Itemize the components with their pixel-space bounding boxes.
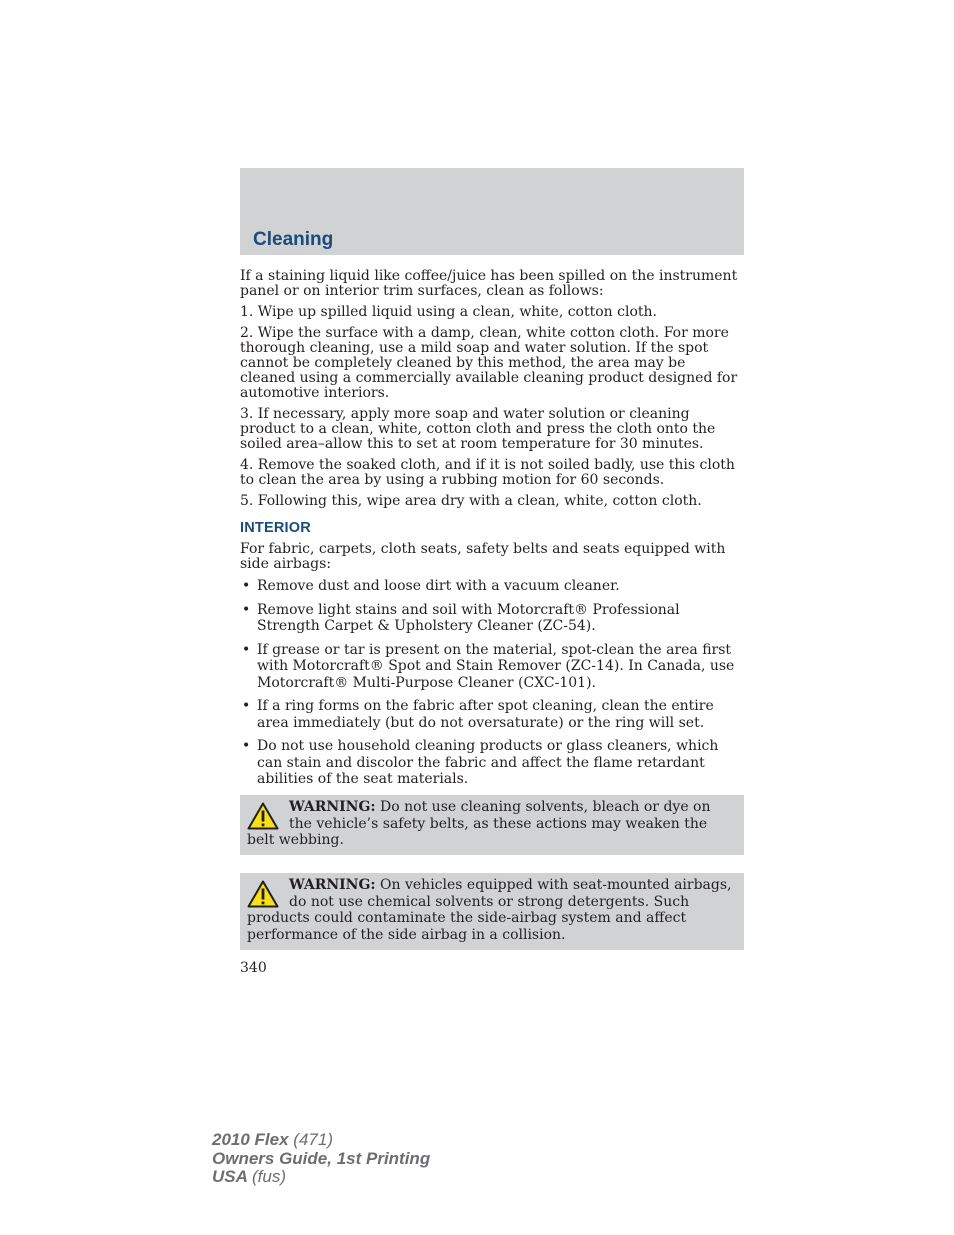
footer-line-model [212, 1131, 430, 1150]
warning-box-seat-airbags [240, 873, 744, 950]
footer-model-code: (471) [293, 1130, 333, 1149]
warning-triangle-icon [247, 802, 279, 830]
bullet-item: • Remove light stains and soil with Motorcraft® Professional Strength Carpet & Upholstery Cleaner (ZC-54). [240, 602, 744, 635]
warning-box-safety-belts [240, 795, 744, 855]
footer-market: USA [212, 1167, 248, 1186]
document-footer [212, 1131, 430, 1187]
step-4: 4. Remove the soaked cloth, and if it is not soiled badly, use this cloth to clean the area by using a rubbing motion for 60 seconds. [240, 457, 735, 488]
step-5: 5. Following this, wipe area dry with a clean, white, cotton cloth. [240, 493, 702, 509]
interior-heading: INTERIOR [240, 520, 311, 536]
step-1: 1. Wipe up spilled liquid using a clean, white, cotton cloth. [240, 304, 657, 320]
main-content [240, 269, 744, 795]
page-number: 340 [240, 960, 267, 976]
intro-paragraph: If a staining liquid like coffee/juice has been spilled on the instrument panel or on interior trim surfaces, clean as follows: [240, 268, 738, 299]
warning-label: WARNING: [289, 877, 376, 893]
warning-triangle-icon [247, 880, 279, 908]
step-3: 3. If necessary, apply more soap and water solution or cleaning product to a clean, white, cotton cloth and press the cloth onto the soiled area–allow this to set at room temperature for 30 minutes. [240, 406, 716, 452]
section-title: Cleaning [253, 229, 334, 250]
bullet-item: • Remove dust and loose dirt with a vacuum cleaner. [240, 578, 744, 595]
bullet-item: • If grease or tar is present on the material, spot-clean the area first with Motorcraft® Spot and Stain Remover (ZC-14). In Canada, use Motorcraft® Multi-Purpose Cleaner (CXC-101). [240, 642, 744, 692]
footer-line-market [212, 1168, 430, 1187]
warning-text: On vehicles equipped with seat-mounted airbags, do not use chemical solvents or strong detergents. Such products could contaminate the side-airbag system and affect performance of the side airbag in a collision. [247, 877, 732, 943]
footer-market-code: (fus) [252, 1167, 286, 1186]
interior-bullet-list [240, 578, 744, 788]
interior-intro: For fabric, carpets, cloth seats, safety belts and seats equipped with side airbags: [240, 541, 726, 572]
bullet-item: • If a ring forms on the fabric after spot cleaning, clean the entire area immediately (but do not oversaturate) or the ring will set. [240, 698, 744, 731]
bullet-item: • Do not use household cleaning products or glass cleaners, which can stain and discolor the fabric and affect the flame retardant abilities of the seat materials. [240, 738, 744, 788]
footer-model: 2010 Flex [212, 1130, 289, 1149]
section-header-band [240, 168, 744, 255]
warning-text: Do not use cleaning solvents, bleach or dye on the vehicle’s safety belts, as these actions may weaken the belt webbing. [247, 799, 711, 848]
footer-line-guide: Owners Guide, 1st Printing [212, 1148, 431, 1168]
step-2: 2. Wipe the surface with a damp, clean, white cotton cloth. For more thorough cleaning, use a mild soap and water solution. If the spot cannot be completely cleaned by this method, the area may be cleaned using a commercially available cleaning product designed for automotive interiors. [240, 325, 738, 401]
warning-label: WARNING: [289, 799, 376, 815]
